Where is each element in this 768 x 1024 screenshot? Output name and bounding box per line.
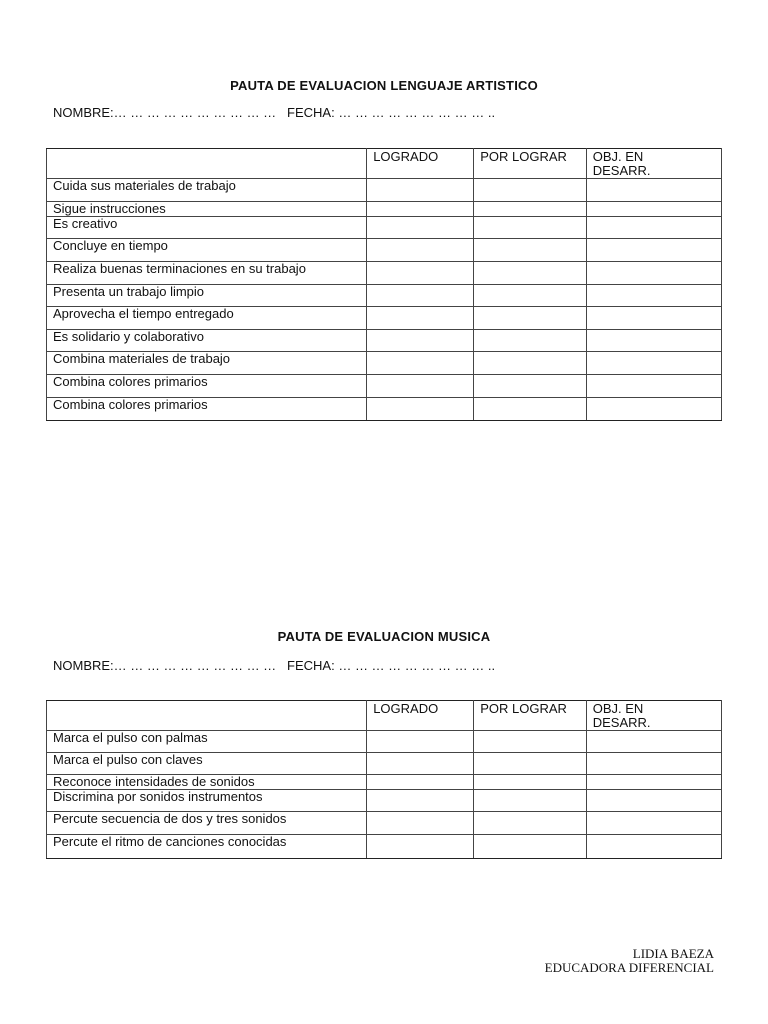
table-row xyxy=(47,375,722,398)
table-row xyxy=(47,202,722,217)
mark-cell-obj-en-desarr[interactable] xyxy=(586,352,721,375)
section-title-lenguaje: PAUTA DE EVALUACION LENGUAJE ARTISTICO xyxy=(230,78,538,93)
mark-cell-obj-en-desarr[interactable] xyxy=(586,217,721,239)
signature-name: LIDIA BAEZA xyxy=(632,946,714,961)
fecha-field[interactable]: … … … … … … … … … .. xyxy=(338,658,496,673)
mark-cell-por-lograr[interactable] xyxy=(474,375,586,398)
fecha-label: FECHA: xyxy=(287,105,335,120)
mark-cell-logrado[interactable] xyxy=(367,285,474,307)
criteria-label: Combina materiales de trabajo xyxy=(47,352,367,375)
table-row xyxy=(47,790,722,812)
fecha-field[interactable]: … … … … … … … … … .. xyxy=(338,105,496,120)
mark-cell-logrado[interactable] xyxy=(367,753,474,775)
fecha-label: FECHA: xyxy=(287,658,335,673)
mark-cell-obj-en-desarr[interactable] xyxy=(586,239,721,262)
signature-block xyxy=(545,947,714,975)
evaluation-table-musica xyxy=(46,700,722,859)
mark-cell-logrado[interactable] xyxy=(367,202,474,217)
mark-cell-obj-en-desarr[interactable] xyxy=(586,753,721,775)
criteria-label: Es creativo xyxy=(47,217,367,239)
mark-cell-por-lograr[interactable] xyxy=(474,790,586,812)
table-row xyxy=(47,239,722,262)
table-row xyxy=(47,731,722,753)
table-row xyxy=(47,217,722,239)
mark-cell-obj-en-desarr[interactable] xyxy=(586,179,721,202)
mark-cell-por-lograr[interactable] xyxy=(474,812,586,835)
header-row xyxy=(47,149,722,179)
header-cell-criteria xyxy=(47,149,367,179)
mark-cell-por-lograr[interactable] xyxy=(474,835,586,859)
table-row xyxy=(47,285,722,307)
mark-cell-por-lograr[interactable] xyxy=(474,307,586,330)
nombre-label: NOMBRE: xyxy=(53,658,114,673)
criteria-label: Marca el pulso con palmas xyxy=(47,731,367,753)
mark-cell-por-lograr[interactable] xyxy=(474,398,586,421)
mark-cell-obj-en-desarr[interactable] xyxy=(586,398,721,421)
mark-cell-logrado[interactable] xyxy=(367,375,474,398)
mark-cell-por-lograr[interactable] xyxy=(474,753,586,775)
criteria-label: Sigue instrucciones xyxy=(47,202,367,217)
mark-cell-por-lograr[interactable] xyxy=(474,239,586,262)
criteria-label: Concluye en tiempo xyxy=(47,239,367,262)
header-cell-logrado: LOGRADO xyxy=(367,701,474,731)
header-cell-por-lograr: POR LOGRAR xyxy=(474,149,586,179)
mark-cell-logrado[interactable] xyxy=(367,307,474,330)
header-cell-obj-en-desarr: OBJ. EN DESARR. xyxy=(586,701,721,731)
mark-cell-por-lograr[interactable] xyxy=(474,262,586,285)
criteria-label: Cuida sus materiales de trabajo xyxy=(47,179,367,202)
mark-cell-obj-en-desarr[interactable] xyxy=(586,375,721,398)
nombre-field[interactable]: … … … … … … … … … … xyxy=(113,658,277,673)
nombre-field[interactable]: … … … … … … … … … … xyxy=(113,105,277,120)
table-row xyxy=(47,753,722,775)
mark-cell-por-lograr[interactable] xyxy=(474,202,586,217)
mark-cell-obj-en-desarr[interactable] xyxy=(586,812,721,835)
header-cell-criteria xyxy=(47,701,367,731)
signature-role: EDUCADORA DIFERENCIAL xyxy=(544,960,714,975)
mark-cell-obj-en-desarr[interactable] xyxy=(586,835,721,859)
header-row xyxy=(47,701,722,731)
mark-cell-por-lograr[interactable] xyxy=(474,731,586,753)
mark-cell-logrado[interactable] xyxy=(367,217,474,239)
criteria-label: Percute el ritmo de canciones conocidas xyxy=(47,835,367,859)
criteria-label: Combina colores primarios xyxy=(47,375,367,398)
section-title-musica: PAUTA DE EVALUACION MUSICA xyxy=(277,629,491,644)
mark-cell-logrado[interactable] xyxy=(367,239,474,262)
criteria-label: Discrimina por sonidos instrumentos xyxy=(47,790,367,812)
criteria-label: Marca el pulso con claves xyxy=(47,753,367,775)
mark-cell-logrado[interactable] xyxy=(367,398,474,421)
mark-cell-logrado[interactable] xyxy=(367,330,474,352)
table-row xyxy=(47,330,722,352)
criteria-label: Percute secuencia de dos y tres sonidos xyxy=(47,812,367,835)
nombre-fecha-line-musica xyxy=(53,658,495,673)
mark-cell-logrado[interactable] xyxy=(367,812,474,835)
mark-cell-por-lograr[interactable] xyxy=(474,775,586,790)
table-row xyxy=(47,262,722,285)
mark-cell-logrado[interactable] xyxy=(367,775,474,790)
mark-cell-obj-en-desarr[interactable] xyxy=(586,775,721,790)
mark-cell-por-lograr[interactable] xyxy=(474,285,586,307)
criteria-label: Reconoce intensidades de sonidos xyxy=(47,775,367,790)
criteria-label: Realiza buenas terminaciones en su trabajo xyxy=(47,262,367,285)
mark-cell-por-lograr[interactable] xyxy=(474,179,586,202)
mark-cell-logrado[interactable] xyxy=(367,262,474,285)
mark-cell-obj-en-desarr[interactable] xyxy=(586,262,721,285)
mark-cell-obj-en-desarr[interactable] xyxy=(586,790,721,812)
nombre-label: NOMBRE: xyxy=(53,105,114,120)
mark-cell-logrado[interactable] xyxy=(367,179,474,202)
mark-cell-obj-en-desarr[interactable] xyxy=(586,202,721,217)
nombre-fecha-line-lenguaje xyxy=(53,105,495,120)
criteria-label: Aprovecha el tiempo entregado xyxy=(47,307,367,330)
header-cell-logrado: LOGRADO xyxy=(367,149,474,179)
mark-cell-logrado[interactable] xyxy=(367,352,474,375)
mark-cell-obj-en-desarr[interactable] xyxy=(586,285,721,307)
table-row xyxy=(47,812,722,835)
table-row xyxy=(47,179,722,202)
criteria-label: Es solidario y colaborativo xyxy=(47,330,367,352)
mark-cell-por-lograr[interactable] xyxy=(474,330,586,352)
table-row xyxy=(47,775,722,790)
mark-cell-logrado[interactable] xyxy=(367,790,474,812)
mark-cell-obj-en-desarr[interactable] xyxy=(586,330,721,352)
header-cell-obj-en-desarr: OBJ. EN DESARR. xyxy=(586,149,721,179)
mark-cell-por-lograr[interactable] xyxy=(474,217,586,239)
table-row xyxy=(47,835,722,859)
criteria-label: Combina colores primarios xyxy=(47,398,367,421)
mark-cell-obj-en-desarr[interactable] xyxy=(586,731,721,753)
table-row xyxy=(47,307,722,330)
mark-cell-por-lograr[interactable] xyxy=(474,352,586,375)
mark-cell-obj-en-desarr[interactable] xyxy=(586,307,721,330)
mark-cell-logrado[interactable] xyxy=(367,731,474,753)
mark-cell-logrado[interactable] xyxy=(367,835,474,859)
table-row xyxy=(47,398,722,421)
evaluation-table-lenguaje xyxy=(46,148,722,421)
table-row xyxy=(47,352,722,375)
header-cell-por-lograr: POR LOGRAR xyxy=(474,701,586,731)
criteria-label: Presenta un trabajo limpio xyxy=(47,285,367,307)
